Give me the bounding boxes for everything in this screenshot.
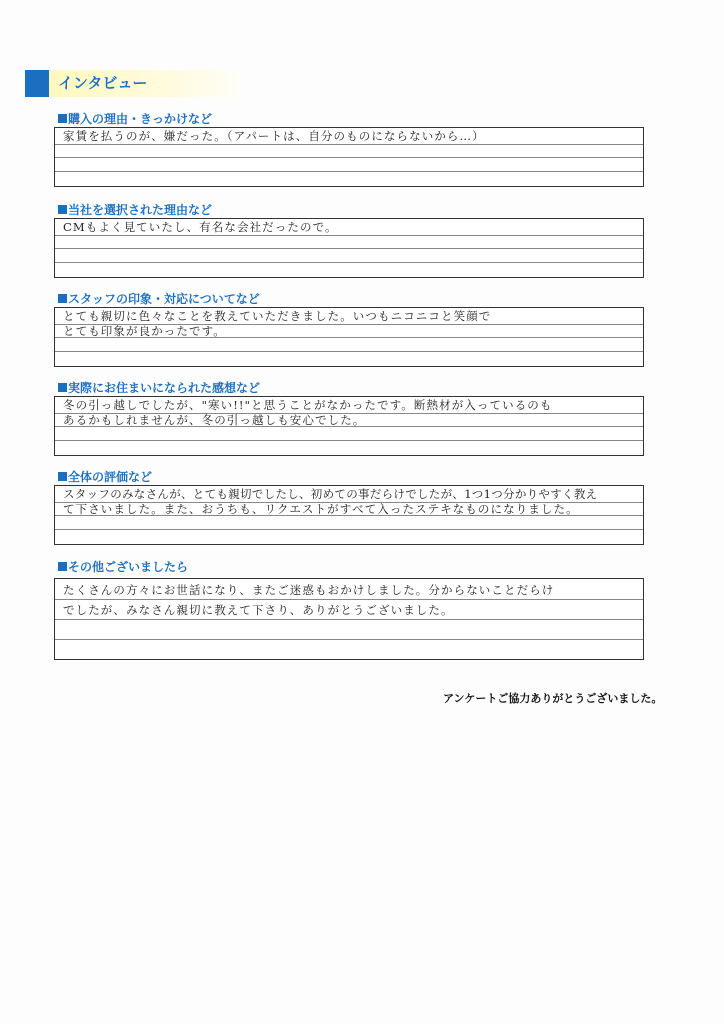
section-heading (58, 292, 260, 306)
header-accent-block (25, 70, 49, 97)
ruled-line (55, 144, 643, 145)
answer-box (54, 218, 644, 278)
section-heading-text: 購入の理由・きっかけなど (68, 112, 213, 126)
handwritten-answer-line: たくさんの方々にお世話になり、またご迷惑もおかけしました。分からないことだらけ (63, 583, 555, 597)
section-other-comments (54, 560, 644, 670)
section-heading-text: 実際にお住まいになられた感想など (68, 381, 261, 395)
ruled-line (55, 639, 643, 640)
square-bullet-icon (58, 294, 67, 303)
handwritten-answer-line: スタッフのみなさんが、とても親切でしたし、初めての事だらけでしたが、1つ1つ分かりやすく教え (63, 487, 598, 501)
ruled-line (55, 171, 643, 172)
square-bullet-icon (58, 472, 67, 481)
answer-box (54, 396, 644, 456)
section-staff-impression (54, 292, 644, 372)
square-bullet-icon (58, 114, 67, 123)
section-purchase-reason (54, 112, 644, 192)
section-heading-text: スタッフの印象・対応についてなど (68, 292, 260, 306)
ruled-line (55, 351, 643, 352)
ruled-line (55, 440, 643, 441)
handwritten-answer-line: 冬の引っ越しでしたが、"寒い!!"と思うことがなかったです。断熱材が入っているのも (63, 398, 553, 412)
page-title: インタビュー (58, 74, 148, 92)
ruled-line (55, 529, 643, 530)
ruled-line (55, 262, 643, 263)
thanks-message: アンケートご協力ありがとうございました。 (443, 692, 663, 705)
square-bullet-icon (58, 562, 67, 571)
handwritten-answer-line: CMもよく見ていたし、有名な会社だったので。 (63, 220, 338, 234)
ruled-line (55, 235, 643, 236)
section-heading (58, 381, 260, 395)
section-overall-evaluation (54, 470, 644, 550)
section-heading (58, 470, 152, 484)
ruled-line (55, 248, 643, 249)
ruled-line (55, 619, 643, 620)
answer-box (54, 485, 644, 545)
section-living-impression (54, 381, 644, 461)
handwritten-answer-line: とても親切に色々なことを教えていただきました。いつもニコニコと笑顔で (63, 309, 492, 323)
section-heading (58, 203, 212, 217)
section-heading (58, 112, 212, 126)
handwritten-answer-line: でしたが、みなさん親切に教えて下さり、ありがとうございました。 (63, 603, 454, 617)
section-company-choice (54, 203, 644, 283)
answer-box (54, 307, 644, 367)
answer-box (54, 578, 644, 660)
section-heading-text: その他ございましたら (68, 560, 189, 574)
ruled-line (55, 157, 643, 158)
handwritten-answer-line: あるかもしれませんが、冬の引っ越しも安心でした。 (63, 413, 366, 427)
section-heading-text: 全体の評価など (68, 470, 153, 484)
handwritten-answer-line: とても印象が良かったです。 (63, 324, 226, 338)
square-bullet-icon (58, 383, 67, 392)
square-bullet-icon (58, 205, 67, 214)
section-heading-text: 当社を選択された理由など (68, 203, 213, 217)
ruled-line (55, 599, 643, 600)
handwritten-answer-line: 家賃を払うのが、嫌だった。（アパートは、自分のものにならないから…） (63, 129, 485, 143)
section-heading (58, 560, 188, 574)
answer-box (54, 127, 644, 187)
handwritten-answer-line: て下さいました。また、おうちも、リクエストがすべて入ったステキなものになりました。 (63, 502, 579, 516)
